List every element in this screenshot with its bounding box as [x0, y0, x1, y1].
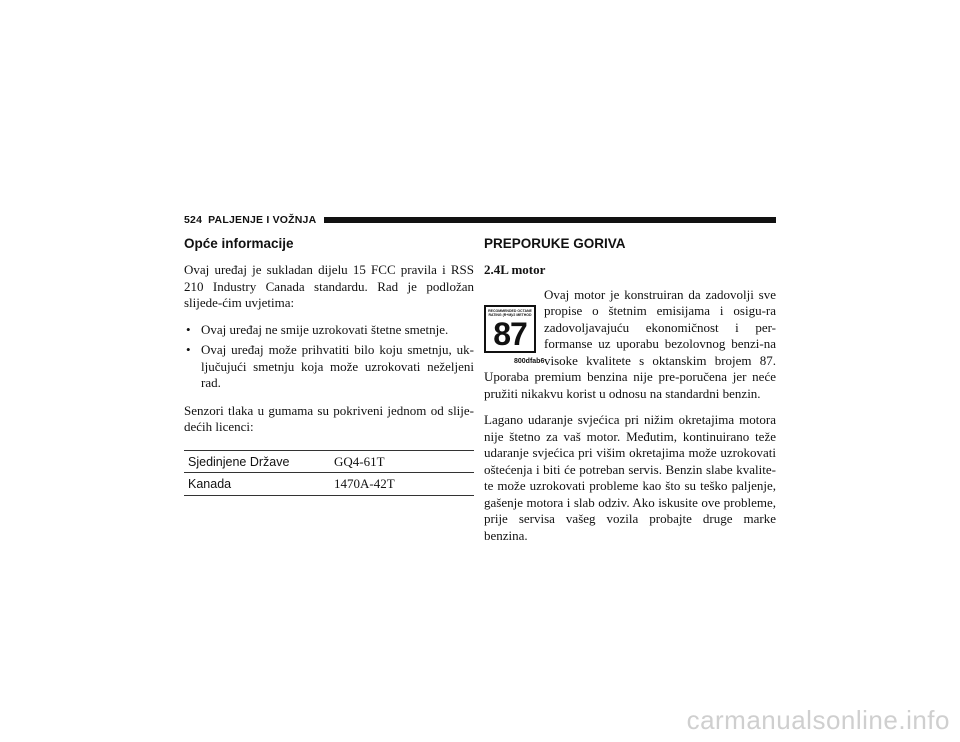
table-row [184, 450, 474, 473]
list-item: • Ovaj uređaj ne smije uzrokovati štetne smetnje. [186, 321, 449, 337]
octane-label-box [484, 305, 536, 353]
image-code: 800dfab6 [514, 357, 545, 365]
licence-table [184, 450, 474, 496]
octane-label-icon [484, 305, 545, 365]
compliance-paragraph: Ovaj uređaj je sukladan dijelu 15 FCC pravila i RSS 210 Industry Canada standardu. Rad je podložan slijede-ćim uvjetima: [184, 262, 474, 310]
general-info-heading: Opće informacije [184, 236, 294, 251]
bullet-icon: • [186, 342, 191, 357]
left-column [184, 236, 474, 496]
octane-number: 87 [493, 315, 527, 352]
watermark: carmanualsonline.info [686, 705, 950, 735]
licences-paragraph: Senzori tlaka u gumama su pokriveni jednom od slije-dećih licenci: [184, 402, 474, 434]
licence-country: Kanada [184, 473, 330, 496]
licence-code: 1470A-42T [330, 473, 474, 496]
bullet-icon: • [186, 321, 191, 337]
licence-code: GQ4-61T [330, 450, 474, 473]
fuel-recommendations-heading: PREPORUKE GORIVA [484, 236, 626, 251]
right-column [484, 236, 776, 554]
motor-label: 2.4L motor [484, 262, 546, 277]
conditions-list [184, 322, 474, 392]
motor-paragraph: Ovaj motor je konstruiran da zadovolji sve propise o štetnim emisijama i osigu-ra zadovoljavajuću ekonomičnost i per-formanse uz uporabu bezolovnog benzi-na visoke kvalitete s oktanskim brojem 87. Uporaba premium benzina nije pre-poručena jer neće pružiti nikakvu korist u odnosu na standardni benzin. [484, 286, 776, 401]
knock-paragraph: Lagano udaranje svjećica pri nižim okretajima motora nije štetno za vaš motor. Međutim, kontinuirano teže udaranje svjećica pri višim okretajima može uzrokovati oštećenja i biti će potreban servis. Benzin slabe kvalite-te može uzrokovati probleme kao što su teško paljenje, gašenje motora i slab odziv. Ako iskusite ove probleme, prije servisa vašeg vozila probajte druge marke benzina. [484, 412, 776, 543]
list-item: • Ovaj uređaj može prihvatiti bilo koju smetnju, uk-ljučujući smetnju koja može uzrokovati neželjeni rad. [186, 342, 474, 390]
motor-block [484, 287, 776, 413]
table-row [184, 473, 474, 496]
page-number: 524 [184, 214, 203, 226]
licence-country: Sjedinjene Države [184, 450, 330, 473]
section-title: PALJENJE I VOŽNJA [208, 214, 317, 226]
page-header [184, 213, 776, 227]
octane-caption: RECOMMENDED OCTANE RATING (R+M)/2 METHOD [488, 308, 532, 317]
header-rule [324, 217, 776, 223]
